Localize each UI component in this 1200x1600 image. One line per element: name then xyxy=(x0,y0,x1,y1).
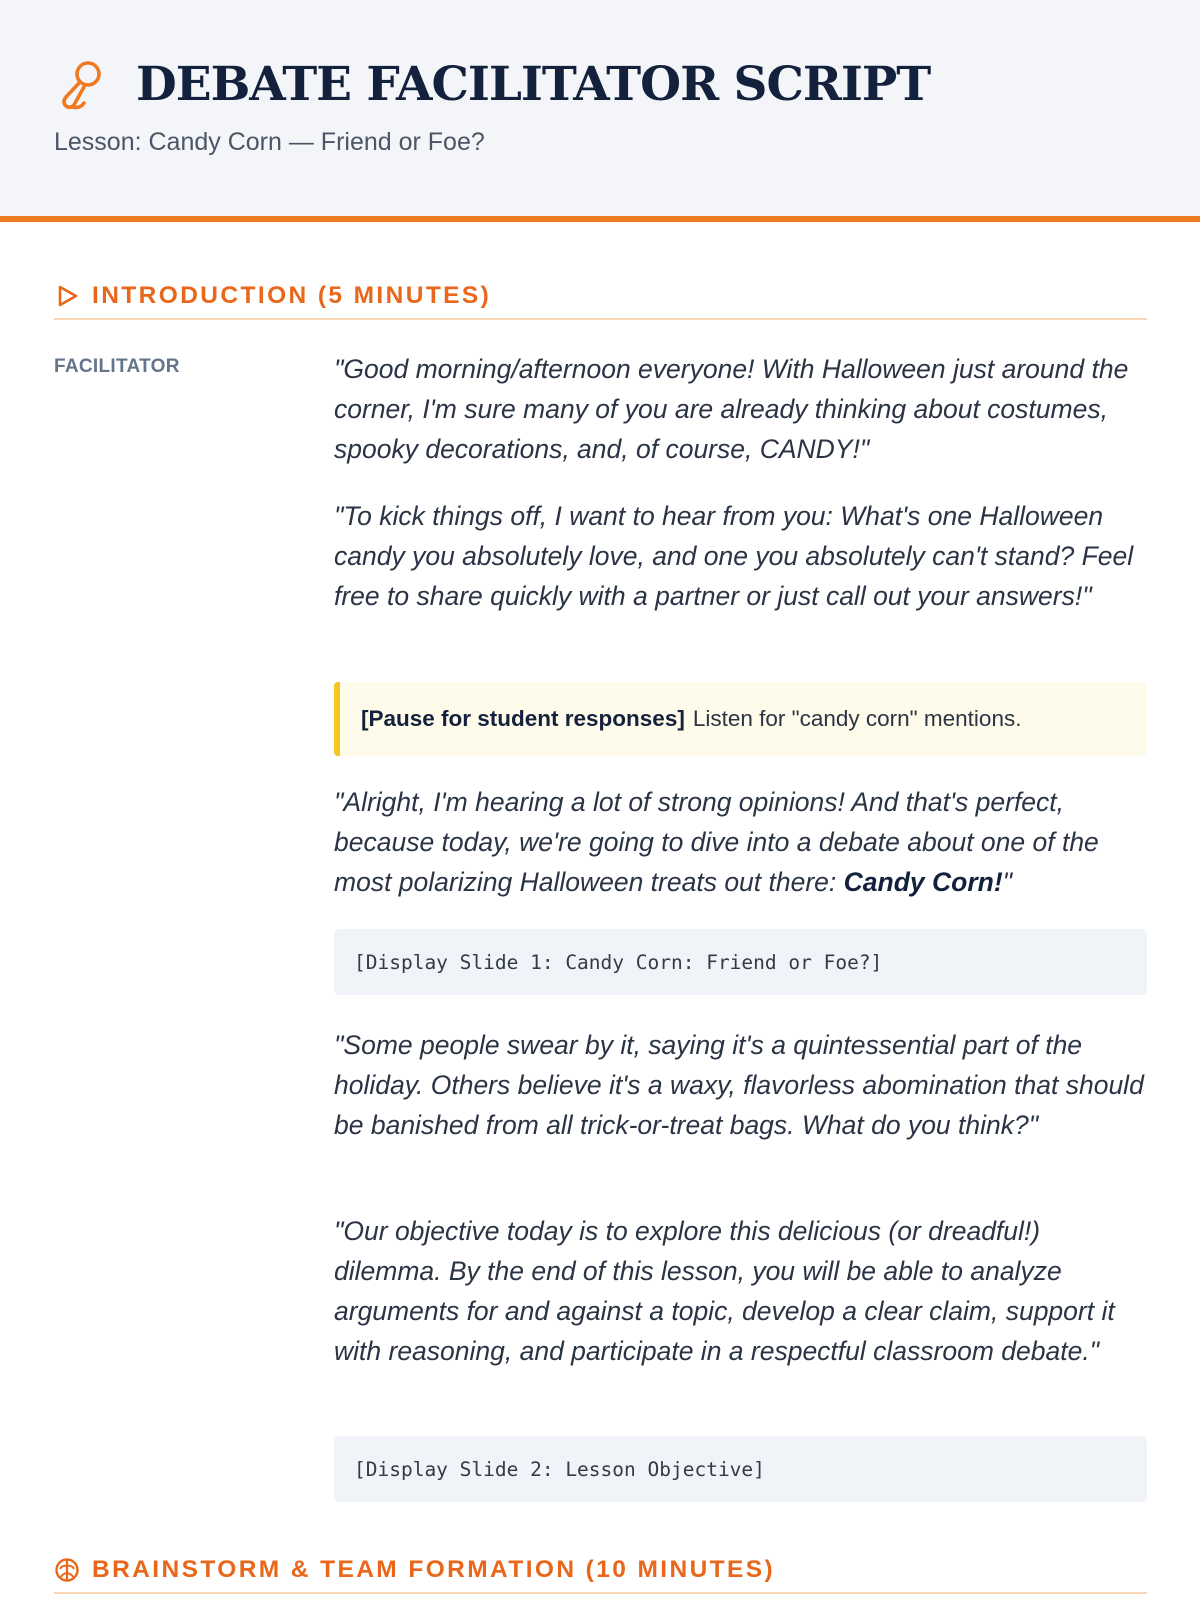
script-paragraph: "Some people swear by it, saying it's a quintessential part of the holiday. Others believe it's a waxy, flavorless abomination that should be banished from all trick-or-treat bags. What do you think?" xyxy=(334,1030,1144,1140)
section-heading-brainstorm xyxy=(54,1548,1147,1594)
script-paragraph: "To kick things off, I want to hear from you: What's one Halloween candy you absolutely love, and one you absolutely can't stand? Feel free to share quickly with a partner or just call out your answers!" xyxy=(334,501,1134,611)
lesson-subtitle: Lesson: Candy Corn — Friend or Foe? xyxy=(54,128,485,156)
title-row xyxy=(54,54,1200,116)
brain-icon xyxy=(54,1557,80,1583)
script-paragraph: "Our objective today is to explore this delicious (or dreadful!) dilemma. By the end of this lesson, you will be able to analyze arguments for and against a topic, develop a clear claim, support it with reasoning, and participate in a respectful classroom debate." xyxy=(334,1216,1115,1366)
slide-cue: [Display Slide 2: Lesson Objective] xyxy=(334,1436,1147,1502)
section-title: INTRODUCTION (5 MINUTES) xyxy=(92,282,492,309)
section-title: BRAINSTORM & TEAM FORMATION (10 MINUTES) xyxy=(92,1556,776,1583)
paragraph-text: "Alright, I'm hearing a lot of strong opinions! And that's perfect, because today, we're going to dive into a debate about one of the most polarizing Halloween treats out there: xyxy=(334,787,1099,897)
play-icon xyxy=(54,283,80,309)
speaker-label: FACILITATOR xyxy=(54,356,180,377)
script-paragraph: "Good morning/afternoon everyone! With Halloween just around the corner, I'm sure many of you are already thinking about costumes, spooky decorations, and, of course, CANDY!" xyxy=(334,354,1129,464)
closing-quote: " xyxy=(1002,867,1013,897)
stage-direction-note xyxy=(334,682,1147,756)
microphone-icon xyxy=(58,59,104,111)
section-heading-introduction xyxy=(54,274,1147,320)
page-header xyxy=(0,0,1200,222)
note-text: Listen for "candy corn" mentions. xyxy=(692,706,1022,731)
slide-cue: [Display Slide 1: Candy Corn: Friend or Foe?] xyxy=(334,929,1147,995)
note-label: [Pause for student responses] xyxy=(361,706,685,731)
emphasis-text: Candy Corn! xyxy=(843,867,1003,897)
page-title: DEBATE FACILITATOR SCRIPT xyxy=(136,57,931,112)
script-paragraph xyxy=(334,782,1149,902)
